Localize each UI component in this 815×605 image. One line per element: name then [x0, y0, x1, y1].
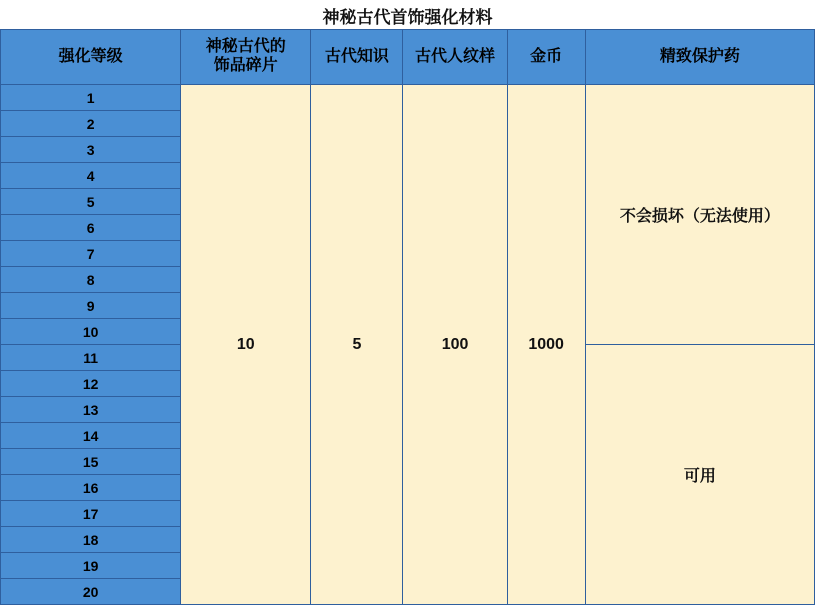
table-title-row: [1, 1, 815, 30]
pattern-value-cell: 100: [403, 85, 507, 605]
column-header-knowledge: 古代知识: [311, 30, 403, 85]
level-cell: 13: [1, 397, 181, 423]
column-header-shard-line2: 饰品碎片: [213, 57, 278, 74]
knowledge-value-cell: 5: [311, 85, 403, 605]
level-cell: 12: [1, 371, 181, 397]
column-header-shard: [181, 30, 311, 85]
protection-upper-cell: 不会损坏（无法使用）: [585, 85, 814, 345]
level-cell: 19: [1, 553, 181, 579]
column-header-pattern: 古代人纹样: [403, 30, 507, 85]
level-cell: 7: [1, 241, 181, 267]
gold-value-cell: 1000: [507, 85, 585, 605]
level-cell: 15: [1, 449, 181, 475]
level-cell: 11: [1, 345, 181, 371]
shard-value-cell: 10: [181, 85, 311, 605]
column-header-shard-line1: 神秘古代的: [205, 38, 286, 56]
level-cell: 14: [1, 423, 181, 449]
level-cell: 18: [1, 527, 181, 553]
level-cell: 1: [1, 85, 181, 111]
level-cell: 2: [1, 111, 181, 137]
level-cell: 6: [1, 215, 181, 241]
column-header-gold: 金币: [507, 30, 585, 85]
table-row: [1, 85, 815, 111]
level-cell: 3: [1, 137, 181, 163]
table-header-row: [1, 30, 815, 85]
level-cell: 4: [1, 163, 181, 189]
level-cell: 20: [1, 579, 181, 605]
column-header-level: 强化等级: [1, 30, 181, 85]
page-title: 神秘古代首饰强化材料: [1, 1, 815, 30]
level-cell: 10: [1, 319, 181, 345]
level-cell: 16: [1, 475, 181, 501]
protection-lower-cell: 可用: [585, 345, 814, 605]
level-cell: 8: [1, 267, 181, 293]
level-cell: 9: [1, 293, 181, 319]
column-header-protection: 精致保护药: [585, 30, 814, 85]
level-cell: 17: [1, 501, 181, 527]
level-cell: 5: [1, 189, 181, 215]
